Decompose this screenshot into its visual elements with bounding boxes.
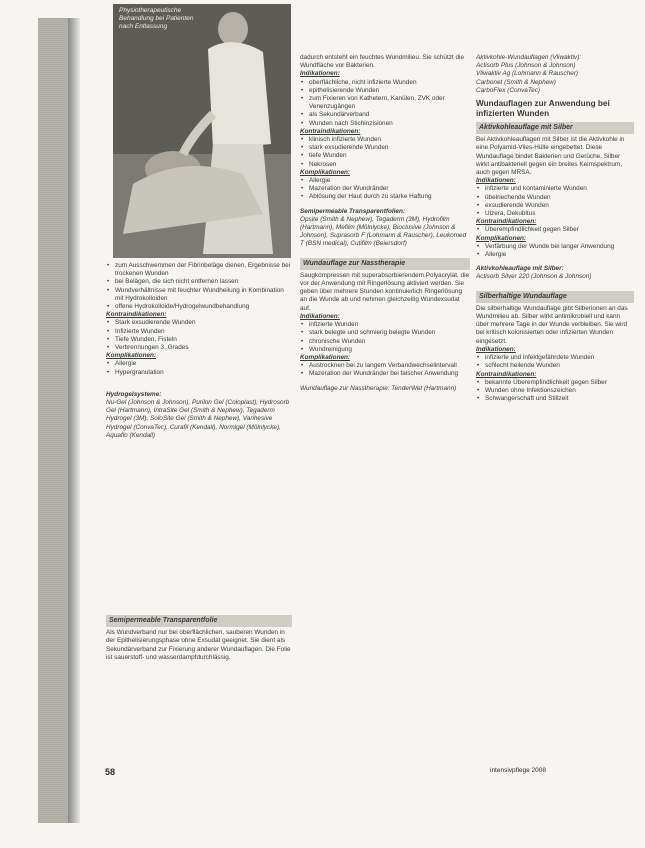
bullet-item: • stark exsudierende Wunden xyxy=(300,144,470,152)
section-text: Saugkompressen mit superabsorbierendem Polyacrylat, die vor der Anwendung mit Ringerlösung aktiviert werden. Sie geben über mehrere Stunden kontinuierlich Ringerlösung an die Wunde ab und nehmen gleichzeitig Wundexsudat auf. xyxy=(300,271,470,312)
bullet-item: • Wundreinigung xyxy=(300,346,470,354)
section-bar-nasstherapie: Wundauflage zur Nasstherapie xyxy=(300,258,470,270)
bullet-item: • Infizierte Wunden xyxy=(106,328,292,336)
bullet-item: • tiefe Wunden xyxy=(300,152,470,160)
products-text: Opsite (Smith & Nephew), Tegaderm (3M), Hydrofilm (Hartmann), Mefilm (Mölnlycke), Bioclusive (Johnson & Johnson), Suprasorb F (Lohmann & Rauscher), Leukomed T (BSN medical), Cutifilm (Beiersdorf) xyxy=(300,215,467,248)
kontraindikationen-label: Kontraindikationen: xyxy=(106,311,167,319)
bullet-item: • klinisch infizierte Wunden xyxy=(300,136,470,144)
page-number: 58 xyxy=(105,767,116,777)
products-heading: Semipermeable Transparentfolien: xyxy=(300,207,406,215)
section-bar-transparentfolie: Semipermeable Transparentfolie xyxy=(106,615,292,627)
bullet-item: • chronische Wunden xyxy=(300,338,470,346)
footnote: Wundauflage zur Nasstherapie: TenderWet (Hartmann) xyxy=(300,384,457,392)
komplikationen-label-2: Komplikationen: xyxy=(300,353,351,361)
products-text: Nu-Gel (Johnson & Johnson), Purilon Gel (Coloplast), Hydrosorb Gel (Hartmann), IntraSite Gel (Smith & Nephew), Tegaderm Hydrogel (3M), SoloSite Gel (Smith & Nephew), Varihesive Hydrogel (ConvaTec), Curafil (Kendall), Normlgel (Mölnlycke), Aquaflo (Kendall) xyxy=(106,399,290,439)
section-text-1: Bei Aktivkohleauflagen mit Silber ist die Aktivkohle in eine Polyamid-Vlies-Hülle eingebettet. Diese Wundauflage bindet Bakterien und Gerüche. Silber wirkt antibakteriell gegen ein breites Keimspektrum, auch gegen MRSA. xyxy=(476,136,625,177)
bullet-item: • Stark exsudierende Wunden xyxy=(106,319,292,327)
products-text: Actisorb Silver 220 (Johnson & Johnson) xyxy=(476,273,592,281)
indikationen-label-2: Indikationen: xyxy=(476,345,516,353)
kontraindikationen-label: Kontraindikationen: xyxy=(300,127,361,135)
products-heading: Aktivkohleauflage mit Silber: xyxy=(476,265,564,273)
section-heading: Wundauflagen zur Anwendung bei infizierten Wunden xyxy=(476,99,610,119)
section-bar-silber: Silberhaltige Wundauflage xyxy=(476,291,634,303)
text-line: CarboFlex (ConvaTec) xyxy=(476,86,541,94)
bullet-item: • Ablösung der Haut durch zu starke Haftung xyxy=(300,193,470,201)
bullet-item: • schlecht heilende Wunden xyxy=(476,362,634,370)
bullet-item: • Nekrosen xyxy=(300,161,470,169)
bullet-item: • oberflächliche, nicht infizierte Wunden xyxy=(300,79,470,87)
kontraindikationen-label-2: Kontraindikationen: xyxy=(476,370,537,378)
text-line: Vliwaktiv Ag (Lohmann & Rauscher) xyxy=(476,70,579,78)
bullet-item: • Mazeration der Wundränder bei falscher Anwendung xyxy=(300,370,470,378)
spine-shadow xyxy=(68,18,80,823)
bullet-item: • Ulzera, Dekubitus xyxy=(476,210,634,218)
bullet-item: • infizierte und kontaminierte Wunden xyxy=(476,185,634,193)
column-1 xyxy=(106,262,292,612)
bullet-item: • Verfärbung der Wunde bei langer Anwendung xyxy=(476,243,634,251)
bullet-item: • Mazeration der Wundränder xyxy=(300,185,470,193)
section-text-2: Die silberhaltige Wundauflage gibt Silberionen an das Wundmilieu ab. Silber wirkt antimikrobiell und kann über mehrere Tage in der Wunde verbleiben. Sie wird bei kritisch kolonisierten oder infizierten Wunden eingesetzt. xyxy=(476,304,628,345)
komplikationen-label: Komplikationen: xyxy=(476,234,527,242)
journal-name: intensivpflege 2008 xyxy=(490,767,547,774)
text-line: Carbonet (Smith & Nephew) xyxy=(476,78,556,86)
bullet-item: • bekannte Überempfindlichkeit gegen Silber xyxy=(476,379,634,387)
photo-caption: Physiotherapeutische Behandlung bei Patienten nach Entlassung xyxy=(119,7,194,30)
bullet-item: • Wunden nach Stichinzisionen xyxy=(300,120,470,128)
intro-text: dadurch entsteht ein feuchtes Wundmilieu. Sie schützt die Wundfläche vor Bakterien. xyxy=(300,54,465,70)
bullet-item: • Schwangerschaft und Stillzeit xyxy=(476,395,634,403)
column-3 xyxy=(476,54,634,764)
bullet-item: • bei Belägen, die sich nicht entfernen lassen xyxy=(106,278,292,286)
text-line: Aktivkohle-Wundauflagen (Vliwaktiv): xyxy=(476,54,582,61)
bullet-item: • zum Ausschwemmen der Fibrinbeläge dienen, Ergebnisse bei trockenen Wunden xyxy=(106,262,292,278)
bullet-item: • exsudierende Wunden xyxy=(476,202,634,210)
bullet-item: • epithelisierende Wunden xyxy=(300,87,470,95)
photo xyxy=(113,4,291,258)
section-bar-aktivkohle: Aktivkohleauflage mit Silber xyxy=(476,122,634,134)
bullet-item: • Wunden ohne Infektionszeichen xyxy=(476,387,634,395)
bullet-item: • stark belegte und schmierig belegte Wunden xyxy=(300,329,470,337)
bullet-item: • infizierte Wunden xyxy=(300,321,470,329)
bullet-item: • als Sekundärverband xyxy=(300,111,470,119)
bullet-item: • Hypergranulation xyxy=(106,369,292,377)
physio-photo-image xyxy=(113,4,291,258)
bullet-item: • offene Hydrokolloide/Hydrogelwundbehandlung xyxy=(106,303,292,311)
indikationen-label: Indikationen: xyxy=(300,70,340,78)
column-1-section xyxy=(106,612,292,762)
kontraindikationen-label: Kontraindikationen: xyxy=(476,218,537,226)
bullet-item: • Wundverhältnisse mit feuchter Wundheilung in Kombination mit Hydrokolloiden xyxy=(106,287,292,303)
indikationen-label-2: Indikationen: xyxy=(300,312,340,320)
bullet-item: • zum Fixieren von Kathetern, Kanülen, ZVK oder Venenzugängen xyxy=(300,95,470,111)
bullet-item: • Überempfindlichkeit gegen Silber xyxy=(476,226,634,234)
products-heading: Hydrogelsysteme: xyxy=(106,390,162,398)
bullet-item: • Verbrennungen 3. Grades xyxy=(106,344,292,352)
bullet-item: • Allergie xyxy=(300,177,470,185)
bullet-item: • Allergie xyxy=(476,251,634,259)
komplikationen-label: Komplikationen: xyxy=(106,352,157,360)
komplikationen-label: Komplikationen: xyxy=(300,168,351,176)
text-line: Actisorb Plus (Johnson & Johnson) xyxy=(476,62,576,70)
bullet-item: • Allergie xyxy=(106,360,292,368)
indikationen-label: Indikationen: xyxy=(476,177,516,185)
bullet-item: • Austrocknen bei zu langem Verbandwechselintervall xyxy=(300,362,470,370)
bullet-item: • Tiefe Wunden, Fisteln xyxy=(106,336,292,344)
column-2 xyxy=(300,54,470,764)
section-text: Als Wundverband nur bei oberflächlichen, sauberen Wunden in der Epithelisierungsphase ohne Exsudat geeignet. Sie dient als Sekundärverband zur Fixierung anderer Wundauflagen. Die Folie ist sauerstoff- und wasserdampfdurchlässig. xyxy=(106,629,291,661)
bullet-item: • infizierte und infektgefährdete Wunden xyxy=(476,354,634,362)
page-edges xyxy=(38,18,68,823)
bullet-item: • übelriechende Wunden xyxy=(476,194,634,202)
